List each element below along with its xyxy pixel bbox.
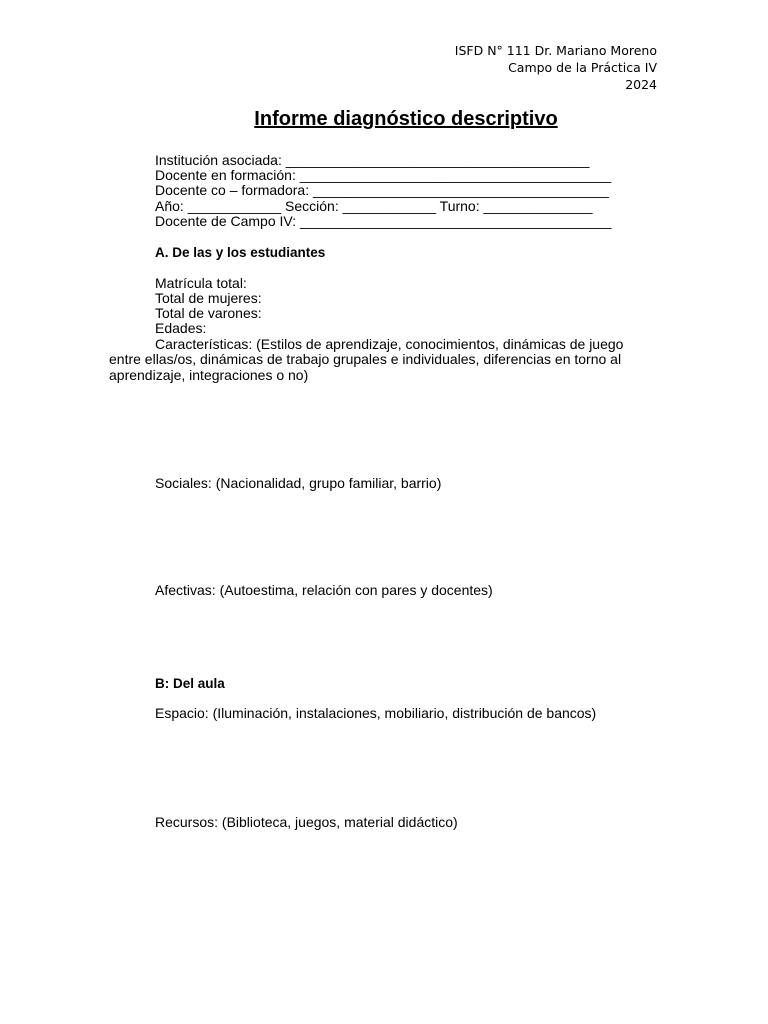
document-title: Informe diagnóstico descriptivo (254, 108, 558, 130)
label-afectivas: Afectivas: (Autoestima, relación con pares y docentes) (155, 582, 493, 598)
label-recursos: Recursos: (Biblioteca, juegos, material didáctico) (155, 814, 458, 830)
field-anio-seccion-turno: Año: ____________ Sección: ____________ Turno: ______________ (155, 198, 593, 214)
field-docente-campo: Docente de Campo IV: ________________________________________ (155, 213, 612, 229)
header-year: 2024 (625, 77, 657, 92)
header-course: Campo de la Práctica IV (508, 60, 657, 75)
label-sociales: Sociales: (Nacionalidad, grupo familiar, barrio) (155, 475, 442, 491)
field-docente-formacion: Docente en formación: ________________________________________ (155, 167, 612, 183)
section-b-heading: B: Del aula (155, 676, 225, 691)
label-caracteristicas: Características: (Estilos de aprendizaje, conocimientos, dinámicas de juego (155, 336, 624, 352)
label-caracteristicas-end: aprendizaje, integraciones o no) (109, 367, 309, 383)
label-mujeres: Total de mujeres: (155, 290, 262, 306)
institution-header (455, 42, 657, 93)
field-docente-coformadora: Docente co – formadora: ______________________________________ (155, 182, 609, 198)
label-caracteristicas-cont: entre ellas/os, dinámicas de trabajo grupales e individuales, diferencias en torno al (109, 351, 622, 367)
section-a-heading: A. De las y los estudiantes (155, 245, 326, 260)
label-edades: Edades: (155, 320, 207, 336)
field-institucion: Institución asociada: _______________________________________ (155, 152, 590, 168)
label-espacio: Espacio: (Iluminación, instalaciones, mobiliario, distribución de bancos) (155, 705, 597, 721)
label-matricula: Matrícula total: (155, 275, 247, 291)
label-varones: Total de varones: (155, 305, 262, 321)
header-institution: ISFD N° 111 Dr. Mariano Moreno (454, 43, 657, 58)
